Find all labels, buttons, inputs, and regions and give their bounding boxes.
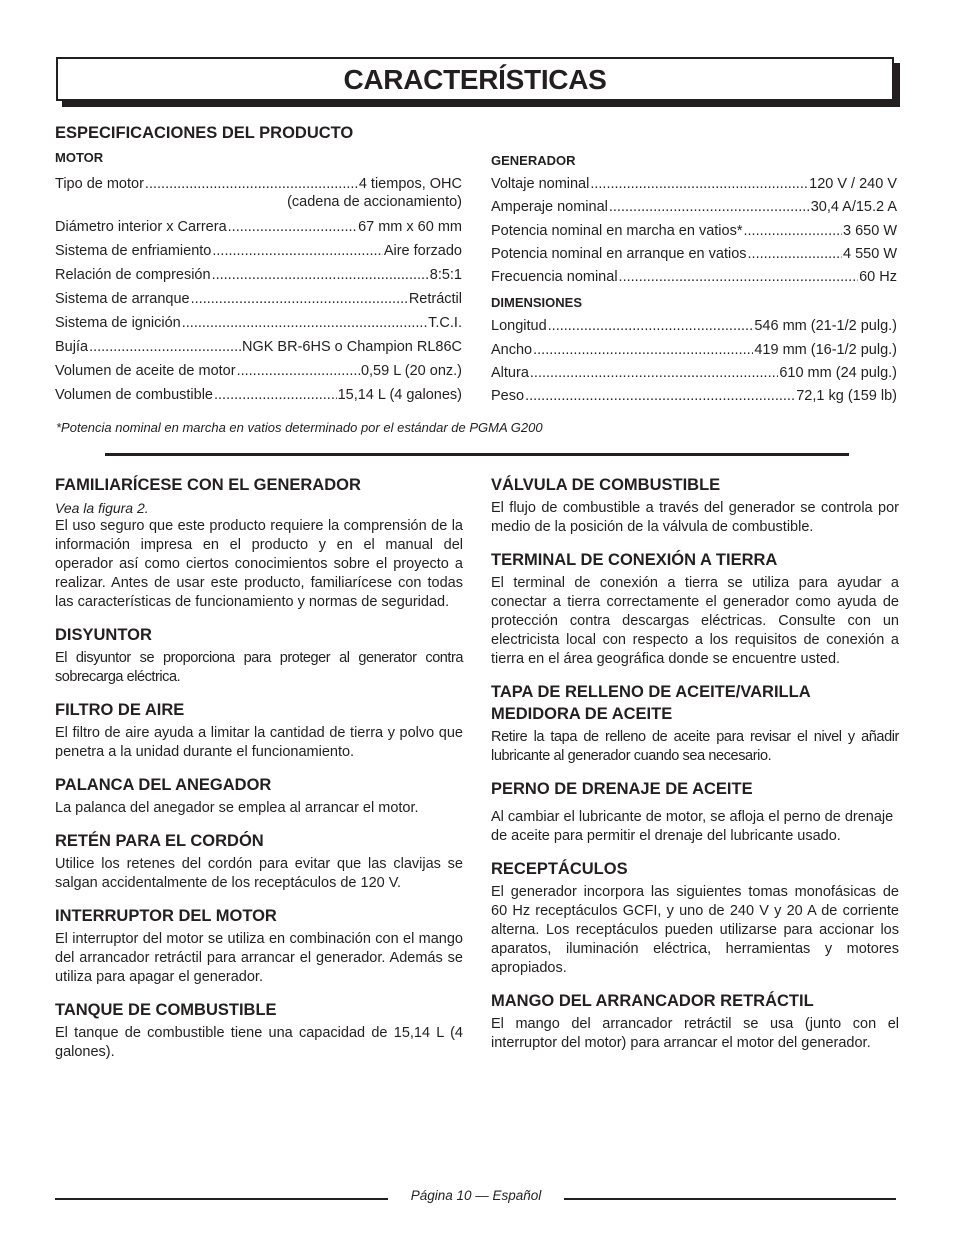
spec-value: 30,4 A/15.2 A	[810, 199, 897, 215]
feature-text: El flujo de combustible a través del generador se controla por medio de la posición de la válvula de combustible.	[491, 500, 899, 535]
feature-circuit-breaker	[55, 624, 463, 687]
spec-label: Bujía	[55, 339, 89, 355]
feature-text: Utilice los retenes del cordón para evitar que las clavijas se salgan accidentalmente de los receptáculos de 120 V.	[55, 856, 463, 891]
spec-label: Sistema de ignición	[55, 315, 181, 331]
feature-title: PERNO DE DRENAJE DE ACEITE	[491, 780, 753, 798]
spec-row-rated-amperage	[491, 199, 897, 215]
spec-row-fuel-volume	[55, 387, 462, 403]
spec-label: Volumen de aceite de motor	[55, 363, 236, 379]
feature-cord-retainer	[55, 830, 463, 893]
feature-title: RETÉN PARA EL CORDÓN	[55, 832, 264, 850]
section-divider	[105, 453, 849, 456]
spec-value: 610 mm (24 pulg.)	[779, 365, 897, 381]
feature-choke-lever	[55, 774, 463, 818]
spec-label: Tipo de motor	[55, 176, 144, 192]
feature-text: El generador incorpora las siguientes tomas monofásicas de 60 Hz receptáculos GCFI, y uno de 240 V y 20 A de corriente alterna. Los receptáculos pueden utilizarse para accionar los aparatos, iluminación eléctrica, herramientas y motores apropiados.	[491, 884, 899, 976]
spec-label: Volumen de combustible	[55, 387, 213, 403]
feature-familiarize	[55, 474, 463, 612]
page-footer: Página 10 — Español	[410, 1188, 542, 1203]
feature-text: El filtro de aire ayuda a limitar la cantidad de tierra y polvo que penetra a la unidad durante el funcionamiento.	[55, 725, 463, 760]
spec-row-running-watts	[491, 223, 897, 239]
feature-title: TERMINAL DE CONEXIÓN A TIERRA	[491, 551, 778, 569]
spec-row-motor-type	[55, 176, 462, 192]
feature-title: PALANCA DEL ANEGADOR	[55, 776, 272, 794]
feature-title: RECEPTÁCULOS	[491, 860, 628, 878]
feature-recoil-handle	[491, 990, 899, 1053]
feature-text: Retire la tapa de relleno de aceite para revisar el nivel y añadir lubricante al generador cuando sea necesario.	[491, 729, 899, 764]
spec-value: 72,1 kg (159 lb)	[796, 388, 897, 404]
feature-title: DISYUNTOR	[55, 626, 152, 644]
spec-label: Frecuencia nominal	[491, 269, 618, 285]
spec-row-starting	[55, 291, 462, 307]
spec-row-rated-voltage	[491, 176, 897, 192]
figure-reference: Vea la figura 2.	[55, 500, 149, 516]
motor-heading: MOTOR	[55, 150, 104, 165]
spec-row-spark-plug	[55, 339, 462, 355]
spec-value: 120 V / 240 V	[809, 176, 897, 192]
feature-title: TANQUE DE COMBUSTIBLE	[55, 1001, 277, 1019]
feature-ground-terminal	[491, 549, 899, 669]
spec-label: Sistema de arranque	[55, 291, 190, 307]
spec-value: 419 mm (16-1/2 pulg.)	[754, 342, 897, 358]
spec-value: Retráctil	[408, 291, 462, 307]
feature-text: El tanque de combustible tiene una capacidad de 15,14 L (4 galones).	[55, 1025, 463, 1060]
spec-label: Potencia nominal en arranque en vatios	[491, 246, 747, 262]
specs-footnote: *Potencia nominal en marcha en vatios determinado por el estándar de PGMA G200	[56, 420, 543, 435]
spec-value: T.C.I.	[428, 315, 462, 331]
spec-label: Peso	[491, 388, 525, 404]
spec-row-width	[491, 342, 897, 358]
feature-title: MANGO DEL ARRANCADOR RETRÁCTIL	[491, 992, 814, 1010]
feature-title: TAPA DE RELLENO DE ACEITE/VARILLA MEDIDORA DE ACEITE	[491, 683, 811, 723]
spec-row-oil-volume	[55, 363, 462, 379]
feature-oil-drain-bolt	[491, 778, 899, 846]
feature-fuel-valve	[491, 474, 899, 537]
feature-text: El interruptor del motor se utiliza en combinación con el mango del arrancador retráctil para arrancar el generador. Además se utiliza para apagar el generador.	[55, 931, 463, 985]
spec-row-frequency	[491, 269, 897, 285]
spec-label: Amperaje nominal	[491, 199, 608, 215]
spec-row-height	[491, 365, 897, 381]
footer-rule-left	[55, 1198, 388, 1200]
spec-value: 8:5:1	[429, 267, 462, 283]
feature-text: Al cambiar el lubricante de motor, se afloja el perno de drenaje de aceite para permitir el drenaje del lubricante usado.	[491, 809, 894, 844]
page-title: CARACTERÍSTICAS	[56, 57, 894, 101]
spec-label: Longitud	[491, 318, 547, 334]
spec-value: Aire forzado	[383, 243, 462, 259]
specs-heading: ESPECIFICACIONES DEL PRODUCTO	[55, 124, 354, 142]
spec-row-cooling	[55, 243, 462, 259]
spec-label: Voltaje nominal	[491, 176, 590, 192]
feature-text: El disyuntor se proporciona para proteger al generator contra sobrecarga eléctrica.	[55, 650, 463, 685]
spec-row-ignition	[55, 315, 462, 331]
spec-continuation: (cadena de accionamiento)	[287, 194, 462, 210]
spec-value: 4 550 W	[843, 246, 897, 262]
feature-title: FAMILIARÍCESE CON EL GENERADOR	[55, 476, 361, 494]
spec-label: Ancho	[491, 342, 533, 358]
features-left-column	[55, 474, 463, 1074]
spec-value: 546 mm (21-1/2 pulg.)	[754, 318, 897, 334]
feature-receptacles	[491, 858, 899, 978]
spec-value: 4 tiempos, OHC	[358, 176, 462, 192]
feature-fuel-tank	[55, 999, 463, 1062]
feature-text: El terminal de conexión a tierra se utiliza para ayudar a conectar a tierra correctamente el generador como ayuda de protección contra descargas eléctricas. Consulte con un electricista local con respecto a los requisitos de conexión a tierra en el área geográfica donde se encuentre usted.	[491, 575, 899, 667]
feature-title: VÁLVULA DE COMBUSTIBLE	[491, 476, 721, 494]
spec-row-starting-watts	[491, 246, 897, 262]
spec-value: 67 mm x 60 mm	[358, 219, 462, 235]
spec-label: Potencia nominal en marcha en vatios*	[491, 223, 743, 239]
spec-row-compression	[55, 267, 462, 283]
feature-text: El uso seguro que este producto requiere la comprensión de la información impresa en el producto y en el manual del operador así como ciertos conocimientos sobre el proyecto a realizar. Antes de usar este producto, familiarícese con todas las características de funcionamiento y normas de seguridad.	[55, 518, 463, 610]
feature-text: La palanca del anegador se emplea al arrancar el motor.	[55, 800, 419, 816]
spec-label: Diámetro interior x Carrera	[55, 219, 227, 235]
spec-row-bore-stroke	[55, 219, 462, 235]
spec-label: Altura	[491, 365, 529, 381]
feature-text: El mango del arrancador retráctil se usa (junto con el interruptor del motor) para arrancar el motor del generador.	[491, 1016, 899, 1051]
feature-title: INTERRUPTOR DEL MOTOR	[55, 907, 277, 925]
spec-value: 3 650 W	[843, 223, 897, 239]
footer-rule-right	[564, 1198, 896, 1200]
features-right-column	[491, 474, 899, 1065]
spec-value: 60 Hz	[859, 269, 897, 285]
spec-row-weight	[491, 388, 897, 404]
spec-value: 0,59 L (20 onz.)	[360, 363, 462, 379]
feature-engine-switch	[55, 905, 463, 987]
feature-oil-fill-cap	[491, 681, 899, 766]
feature-air-filter	[55, 699, 463, 762]
spec-row-length	[491, 318, 897, 334]
spec-value: NGK BR-6HS o Champion RL86C	[241, 339, 462, 355]
spec-value: 15,14 L (4 galones)	[337, 387, 462, 403]
spec-label: Sistema de enfriamiento	[55, 243, 212, 259]
spec-label: Relación de compresión	[55, 267, 211, 283]
dimensions-heading: DIMENSIONES	[491, 295, 583, 310]
feature-title: FILTRO DE AIRE	[55, 701, 185, 719]
generator-heading: GENERADOR	[491, 153, 576, 168]
